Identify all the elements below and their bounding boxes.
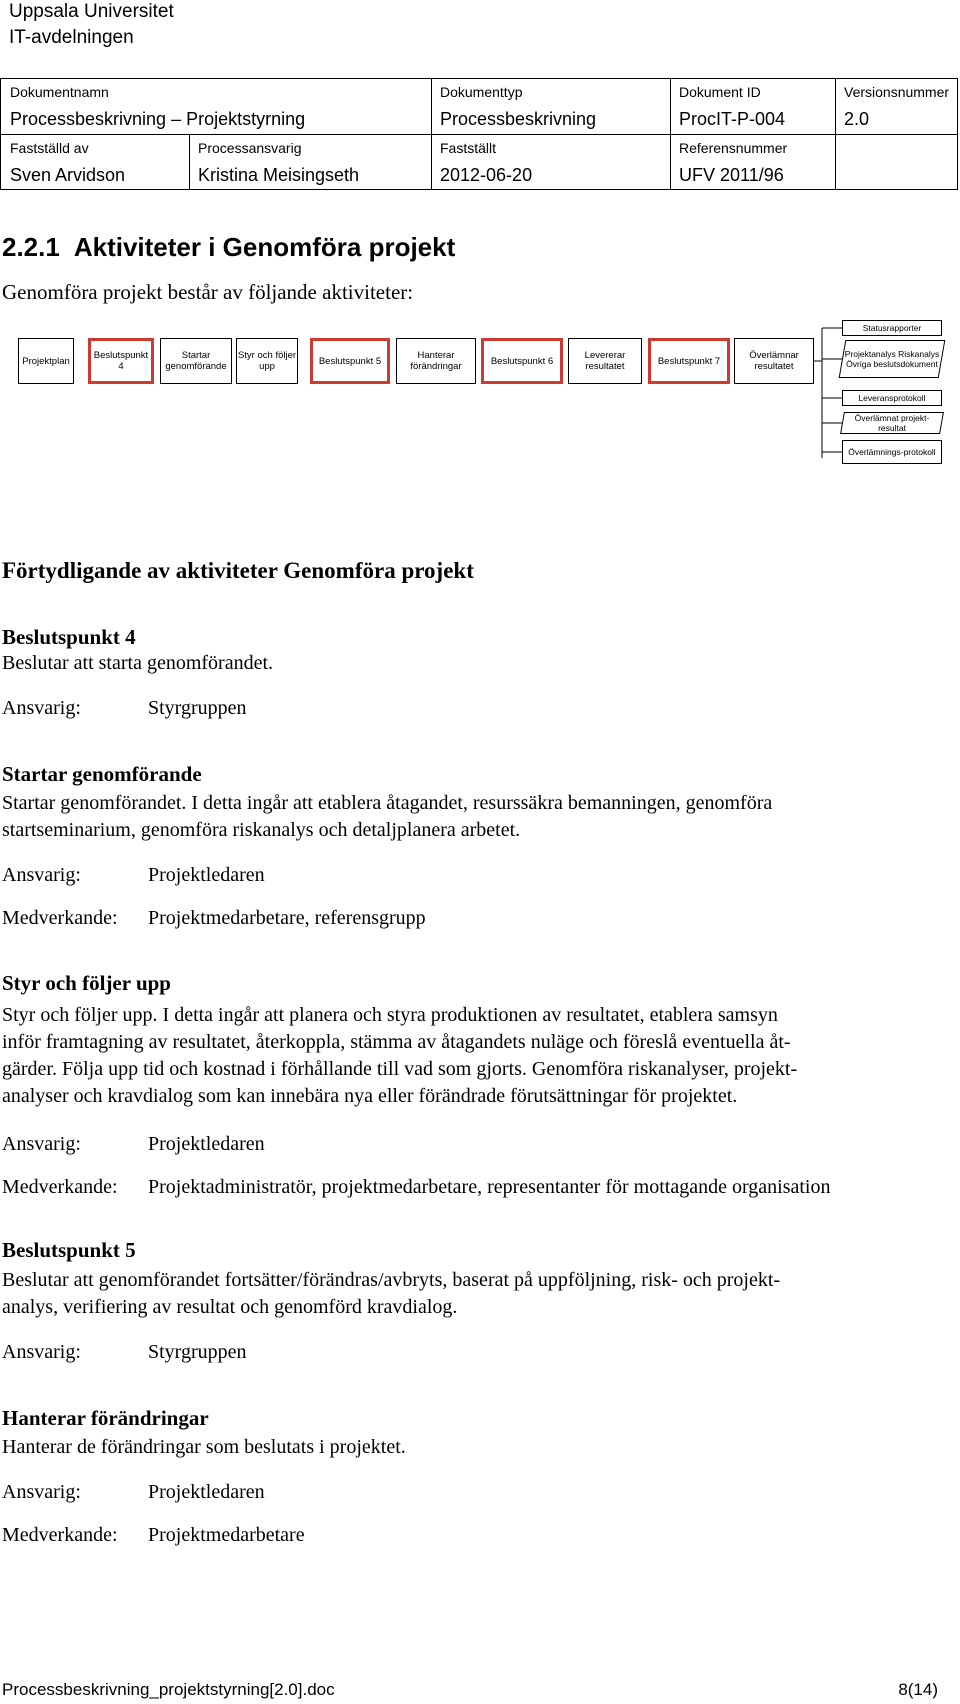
org-name: Uppsala Universitet xyxy=(9,1,174,22)
label-ansvarig: Ansvarig: xyxy=(2,1341,81,1363)
heading-beslutspunkt-5: Beslutspunkt 5 xyxy=(2,1238,136,1262)
label-medverkande: Medverkande: xyxy=(2,1176,118,1198)
process-step-decision: Beslutspunkt 5 xyxy=(310,338,390,384)
section-number: 2.2.1 xyxy=(2,232,60,262)
value-ansvarig: Styrgruppen xyxy=(148,697,247,719)
label-ansvarig: Ansvarig: xyxy=(2,697,81,719)
responsible-row xyxy=(2,1481,265,1504)
field-value: Kristina Meisingseth xyxy=(198,165,360,185)
process-step: Överlämnar resultatet xyxy=(734,338,814,384)
responsible-row xyxy=(2,864,265,887)
participants-row xyxy=(2,1524,305,1547)
cell-dokumenttyp xyxy=(431,79,670,134)
output-document: Leveransprotokoll xyxy=(842,390,942,406)
field-label: Versionsnummer xyxy=(844,84,950,100)
field-value: 2.0 xyxy=(844,109,870,129)
cell-dokumentnamn xyxy=(1,79,431,134)
participants-row xyxy=(2,1176,830,1199)
document-metadata-table xyxy=(0,78,958,190)
heading-hanterar-forandringar: Hanterar förändringar xyxy=(2,1406,209,1430)
output-document-label: Projektanalys Riskanalys Övriga beslutsdokument xyxy=(844,349,940,369)
field-label: Referensnummer xyxy=(679,140,788,156)
paragraph xyxy=(2,790,952,844)
dept-name: IT-avdelningen xyxy=(9,27,134,48)
process-diagram xyxy=(0,318,960,478)
field-value: Sven Arvidson xyxy=(10,165,126,185)
value-ansvarig: Projektledaren xyxy=(148,864,265,886)
output-document: Överlämnings-protokoll xyxy=(842,440,942,464)
paragraph-line: Styr och följer upp. I detta ingår att planera och styra produktionen av resultatet, etablera samsyn xyxy=(2,1004,778,1026)
field-label: Dokument ID xyxy=(679,84,761,100)
heading-beslutspunkt-4: Beslutspunkt 4 xyxy=(2,625,136,649)
paragraph-line: analys, verifiering av resultat och genomförd kravdialog. xyxy=(2,1296,458,1318)
value-medverkande: Projektadministratör, projektmedarbetare, representanter för mottagande organisation xyxy=(148,1176,831,1198)
value-medverkande: Projektmedarbetare xyxy=(148,1524,305,1546)
heading-startar-genomforande: Startar genomförande xyxy=(2,762,202,786)
section-intro: Genomföra projekt består av följande aktiviteter: xyxy=(2,280,414,304)
responsible-row xyxy=(2,697,247,720)
field-label: Fastställt xyxy=(440,140,497,156)
footer-filename: Processbeskrivning_projektstyrning[2.0].doc xyxy=(2,1680,335,1699)
responsible-row xyxy=(2,1133,265,1156)
paragraph xyxy=(2,1267,952,1321)
participants-row xyxy=(2,907,426,930)
process-step: Startar genomförande xyxy=(160,338,232,384)
label-medverkande: Medverkande: xyxy=(2,907,118,929)
process-step-decision: Beslutspunkt 4 xyxy=(88,338,154,384)
label-ansvarig: Ansvarig: xyxy=(2,864,81,886)
field-value: ProcIT-P-004 xyxy=(679,109,786,129)
value-ansvarig: Styrgruppen xyxy=(148,1341,247,1363)
field-label: Dokumentnamn xyxy=(10,84,109,100)
paragraph-line: startseminarium, genomföra riskanalys och detaljplanera arbetet. xyxy=(2,819,521,841)
paragraph: Hanterar de förändringar som beslutats i projektet. xyxy=(2,1436,406,1458)
cell-referensnummer xyxy=(670,135,959,190)
cell-processansvarig xyxy=(189,135,431,190)
value-ansvarig: Projektledaren xyxy=(148,1481,265,1503)
responsible-row xyxy=(2,1341,247,1364)
process-step: Styr och följer upp xyxy=(236,338,298,384)
heading-styr-och-foljer-upp: Styr och följer upp xyxy=(2,971,171,995)
cell-faststalld-av xyxy=(1,135,189,190)
paragraph-line: Startar genomförandet. I detta ingår att etablera åtagandet, resurssäkra bemanningen, genomföra xyxy=(2,792,773,814)
paragraph-line: inför framtagning av resultatet, återkoppla, stämma av åtagandets nuläge och föreslå eventuella åt- xyxy=(2,1031,791,1053)
output-document-label: Överlämnat projekt-resultat xyxy=(854,413,930,433)
cell-faststallt xyxy=(431,135,670,190)
output-document xyxy=(840,412,944,434)
field-value: Processbeskrivning – Projektstyrning xyxy=(10,109,306,129)
label-ansvarig: Ansvarig: xyxy=(2,1133,81,1155)
paragraph: Beslutar att starta genomförandet. xyxy=(2,652,274,674)
field-label: Dokumenttyp xyxy=(440,84,523,100)
field-value: Processbeskrivning xyxy=(440,109,597,129)
output-document xyxy=(839,340,946,378)
field-label: Fastställd av xyxy=(10,140,89,156)
paragraph-line: gärder. Följa upp tid och kostnad i förhållande till vad som gjorts. Genomföra riskanalyser, projekt- xyxy=(2,1058,798,1080)
cell-dokument-id xyxy=(670,79,835,134)
paragraph-line: analyser och kravdialog som kan innebära nya eller förändrade förutsättningar för projektet. xyxy=(2,1085,738,1107)
field-value: UFV 2011/96 xyxy=(679,165,784,185)
section-heading xyxy=(2,232,455,263)
process-step-decision: Beslutspunkt 6 xyxy=(481,338,563,384)
label-medverkande: Medverkande: xyxy=(2,1524,118,1546)
paragraph xyxy=(2,1002,952,1110)
footer-page-number: 8(14) xyxy=(898,1680,938,1699)
section-title: Aktiviteter i Genomföra projekt xyxy=(73,232,456,262)
paragraph-line: Beslutar att genomförandet fortsätter/förändras/avbryts, baserat på uppföljning, risk- och projekt- xyxy=(2,1269,781,1291)
content-title: Förtydligande av aktiviteter Genomföra projekt xyxy=(2,558,474,583)
process-step-decision: Beslutspunkt 7 xyxy=(648,338,730,384)
process-step: Projektplan xyxy=(18,338,74,384)
label-ansvarig: Ansvarig: xyxy=(2,1481,81,1503)
value-medverkande: Projektmedarbetare, referensgrupp xyxy=(148,907,426,929)
field-value: 2012-06-20 xyxy=(440,165,533,185)
output-document: Statusrapporter xyxy=(842,320,942,336)
process-step: Levererar resultatet xyxy=(568,338,642,384)
cell-versionsnummer xyxy=(835,79,959,134)
field-label: Processansvarig xyxy=(198,140,302,156)
letterhead xyxy=(9,0,174,52)
value-ansvarig: Projektledaren xyxy=(148,1133,265,1155)
process-step: Hanterar förändringar xyxy=(396,338,476,384)
